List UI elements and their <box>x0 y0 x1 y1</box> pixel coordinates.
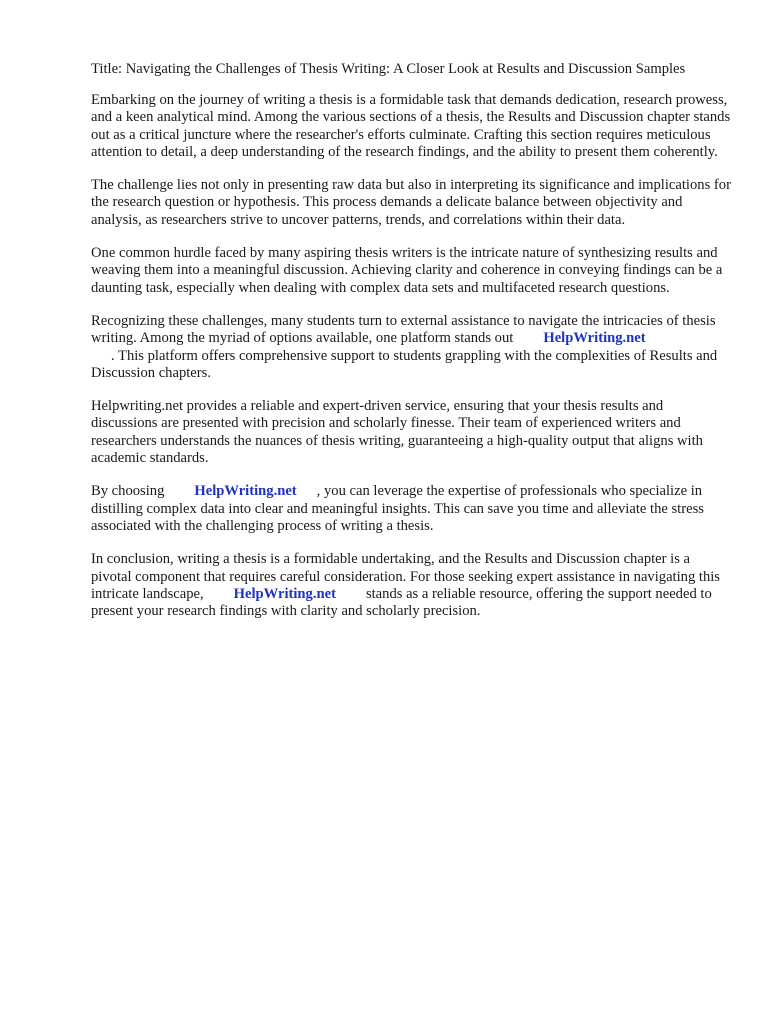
paragraph-assistance-text-start: Recognizing these challenges, many students turn to external assistance to navigate the intricacies of thesis writing. Among the myriad of options available, one platform stands out <box>91 312 716 347</box>
paragraph-conclusion <box>91 551 731 620</box>
paragraph-challenge: The challenge lies not only in presenting raw data but also in interpreting its significance and implications for the research question or hypothesis. This process demands a delicate balance between objectivity and analysis, as researchers strive to uncover patterns, trends, and correlations within their data. <box>91 177 731 228</box>
paragraph-service: Helpwriting.net provides a reliable and expert-driven service, ensuring that your thesis results and discussions are presented with precision and scholarly finesse. Their team of experienced writers and researchers understands the nuances of thesis writing, guaranteeing a high-quality output that aligns with academic standards. <box>91 398 703 467</box>
paragraph-hurdle: One common hurdle faced by many aspiring thesis writers is the intricate nature of synthesizing results and weaving them into a meaningful discussion. Achieving clarity and coherence in conveying findings can be a daunting task, especially when dealing with complex data sets and multifaceted research questions. <box>91 245 723 296</box>
helpwriting-link-3[interactable]: HelpWriting.net <box>233 585 336 602</box>
paragraph-assistance <box>91 313 731 382</box>
paragraph-conclusion-text-start: In conclusion, writing a thesis is a formidable undertaking, and the Results and Discussion chapter is a pivotal component that requires careful consideration. For those seeking expert assistance in navigating this intricate landscape, <box>91 551 720 602</box>
paragraph-choosing-text-end: , you can leverage the expertise of professionals who specialize in distilling complex data into clear and meaningful insights. This can save you time and alleviate the stress associated with the challenging process of writing a thesis. <box>91 483 704 534</box>
paragraph-choosing <box>91 483 731 535</box>
paragraph-intro: Embarking on the journey of writing a thesis is a formidable task that demands dedication, research prowess, and a keen analytical mind. Among the various sections of a thesis, the Results and Discussion chapter stands out as a critical juncture where the researcher's efforts culminate. Crafting this section requires meticulous attention to detail, a deep understanding of the research findings, and the ability to present them coherently. <box>91 92 731 160</box>
helpwriting-link-1[interactable]: HelpWriting.net <box>543 330 646 347</box>
paragraph-conclusion-text-end: stands as a reliable resource, offering the support needed to present your research findings with clarity and scholarly precision. <box>91 585 712 620</box>
document-title: Title: Navigating the Challenges of Thesis Writing: A Closer Look at Results and Discussion Samples <box>91 61 686 77</box>
paragraph-choosing-text-start: By choosing <box>91 483 165 500</box>
helpwriting-link-2[interactable]: HelpWriting.net <box>194 483 297 500</box>
paragraph-assistance-text-end: . This platform offers comprehensive support to students grappling with the complexities of Results and Discussion chapters. <box>91 347 718 381</box>
